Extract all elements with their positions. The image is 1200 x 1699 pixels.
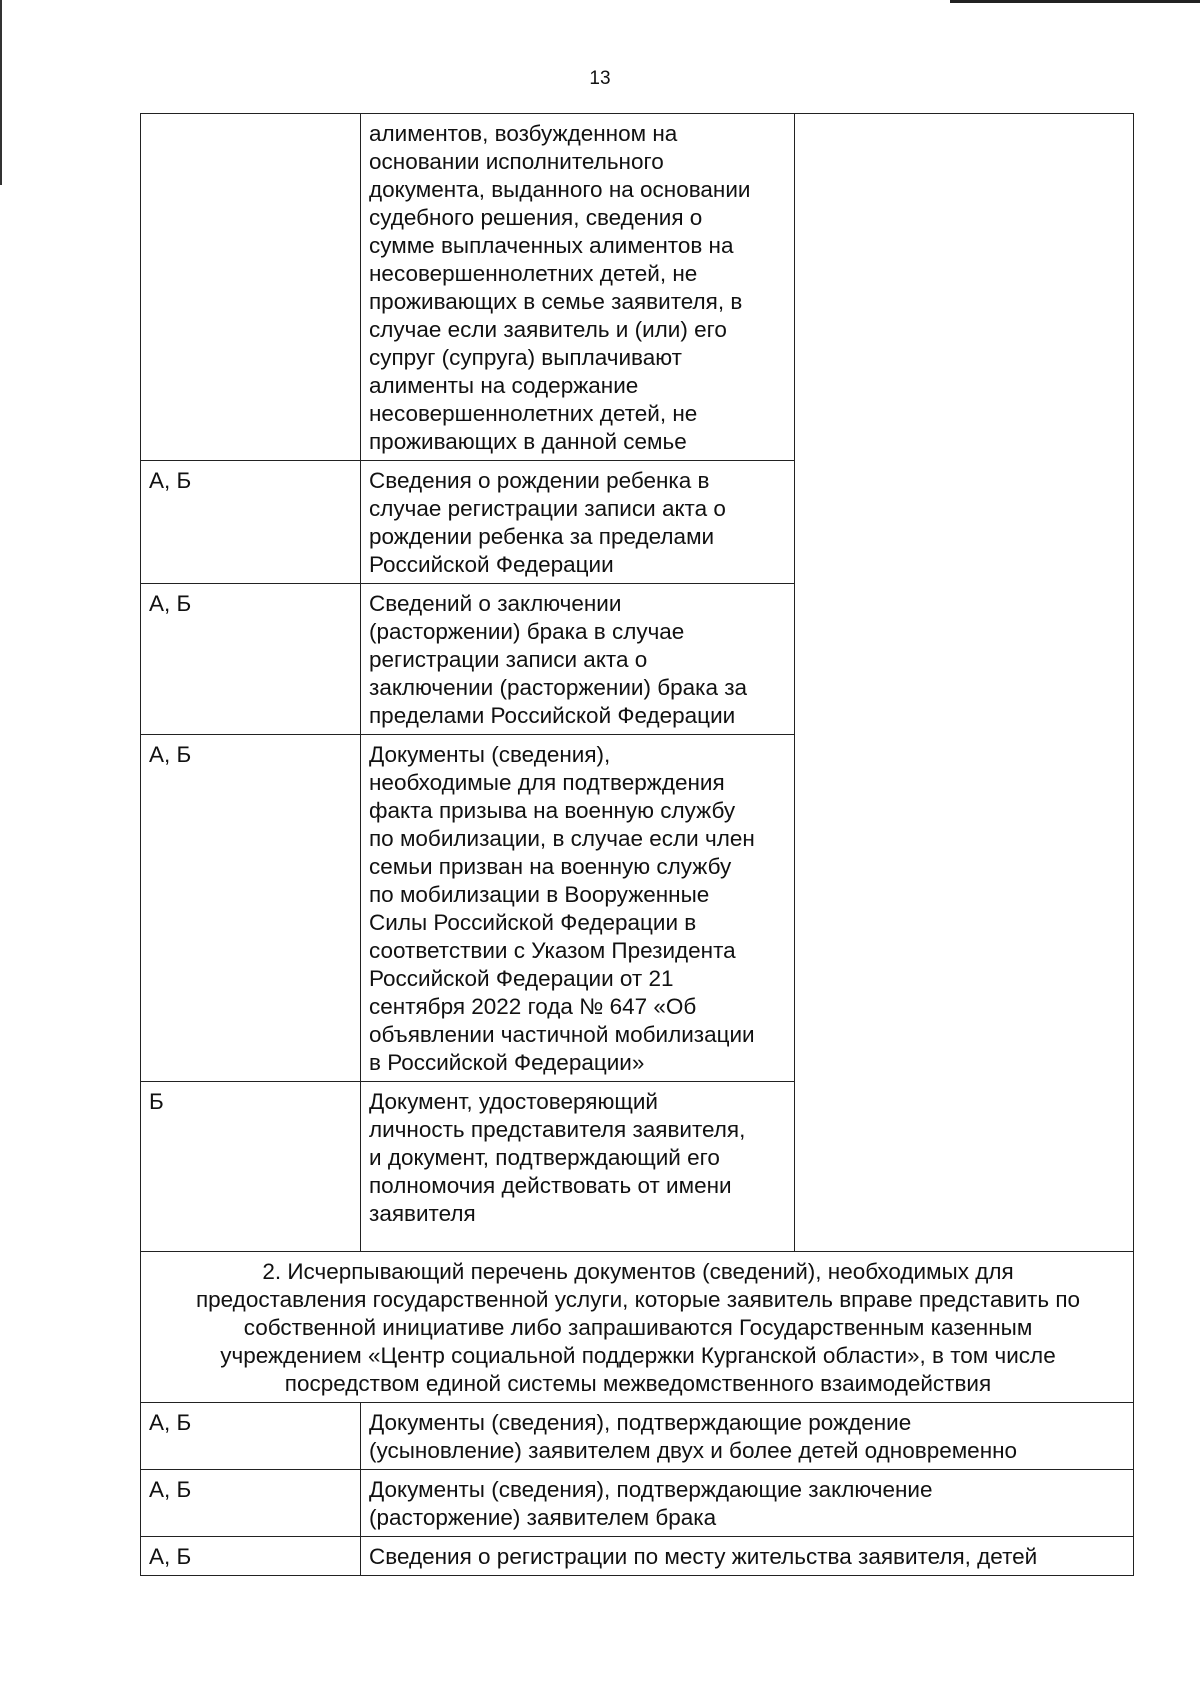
documents-table <box>140 113 1134 1576</box>
table-row <box>141 1470 1134 1537</box>
applicant-cell <box>141 1082 361 1252</box>
document-cell <box>361 735 795 1082</box>
page-number: 13 <box>589 68 611 89</box>
table-row <box>141 114 1134 461</box>
applicant-label: А, Б <box>149 1544 192 1569</box>
scan-edge-top <box>950 0 1200 3</box>
document-cell <box>361 1470 1134 1537</box>
document-text: Сведений о заключении (расторжении) брака в случае регистрации записи акта о заключении (расторжении) брака за пределами Российской Федерации <box>369 591 748 728</box>
table-row <box>141 1537 1134 1576</box>
document-text: Документы (сведения), необходимые для подтверждения факта призыва на военную службу по мобилизации, в случае если член семьи призван на военную службу по мобилизации в Вооруженные Силы Российской Федерации в соответствии с Указом Президента Российской Федерации от 21 сентября 2022 года № 647 «Об объявлении частичной мобилизации в Российской Федерации» <box>369 742 755 1075</box>
scan-edge-left <box>0 0 2 185</box>
document-cell <box>361 114 795 461</box>
document-text: Документы (сведения), подтверждающие заключение (расторжение) заявителем брака <box>369 1477 933 1530</box>
applicant-label: А, Б <box>149 468 192 493</box>
section-heading: 2. Исчерпывающий перечень документов (сведений), необходимых для предоставления государственной услуги, которые заявитель вправе представить по собственной инициативе либо запрашиваются Государственным казенным учреждением «Центр социальной поддержки Курганской области», в том числе посредством единой системы межведомственного взаимодействия <box>195 1259 1081 1396</box>
empty-column-cell <box>795 114 1134 1252</box>
document-text: Документы (сведения), подтверждающие рождение (усыновление) заявителем двух и более детей одновременно <box>369 1410 1018 1463</box>
document-cell <box>361 1537 1134 1576</box>
applicant-cell <box>141 584 361 735</box>
table-row <box>141 1403 1134 1470</box>
applicant-cell <box>141 1403 361 1470</box>
applicant-label: А, Б <box>149 742 192 767</box>
section-heading-row <box>141 1252 1134 1403</box>
document-text: Сведения о рождении ребенка в случае регистрации записи акта о рождении ребенка за пределами Российской Федерации <box>369 468 726 577</box>
applicant-label: А, Б <box>149 1410 192 1435</box>
applicant-cell <box>141 1470 361 1537</box>
applicant-label: А, Б <box>149 591 192 616</box>
document-cell <box>361 584 795 735</box>
applicant-label: Б <box>149 1089 164 1114</box>
applicant-cell <box>141 461 361 584</box>
document-text: Документ, удостоверяющий личность представителя заявителя, и документ, подтверждающий его полномочия действовать от имени заявителя <box>369 1089 746 1226</box>
applicant-cell <box>141 735 361 1082</box>
applicant-cell <box>141 1537 361 1576</box>
document-cell <box>361 1403 1134 1470</box>
section-heading-cell <box>141 1252 1134 1403</box>
applicant-cell <box>141 114 361 461</box>
applicant-label: А, Б <box>149 1477 192 1502</box>
document-text: алиментов, возбужденном на основании исполнительного документа, выданного на основании судебного решения, сведения о сумме выплаченных алиментов на несовершеннолетних детей, не проживающих в семье заявителя, в случае если заявитель и (или) его супруг (супруга) выплачивают алименты на содержание несовершеннолетних детей, не проживающих в данной семье <box>369 121 751 454</box>
document-text: Сведения о регистрации по месту жительства заявителя, детей <box>369 1544 1038 1569</box>
document-cell <box>361 461 795 584</box>
document-cell <box>361 1082 795 1252</box>
